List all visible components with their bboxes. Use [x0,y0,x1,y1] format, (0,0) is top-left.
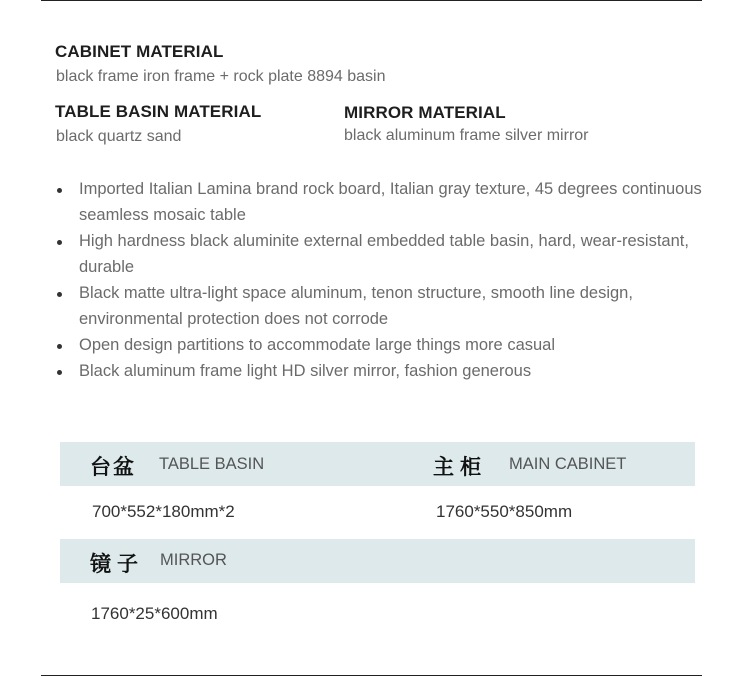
table-basin-material-title: TABLE BASIN MATERIAL [55,102,262,121]
main-cabinet-en-label: MAIN CABINET [509,455,627,473]
feature-text: High hardness black aluminite external embedded table basin, hard, wear-resistant, durable [79,232,689,276]
feature-item [55,280,705,332]
cabinet-material-title: CABINET MATERIAL [55,42,224,61]
bullet-icon [57,344,62,349]
feature-text: Imported Italian Lamina brand rock board, Italian gray texture, 45 degrees continuous seamless mosaic table [79,180,702,224]
table-basin-size: 700*552*180mm*2 [92,502,235,521]
bottom-divider [41,675,702,676]
mirror-material-title: MIRROR MATERIAL [344,103,506,122]
top-divider [41,0,702,1]
table-basin-material-value: black quartz sand [56,128,182,145]
dimension-band-mirror [60,539,695,583]
main-cabinet-size: 1760*550*850mm [436,502,573,521]
mirror-cn-label: 镜子 [90,552,144,576]
bullet-icon [57,370,62,375]
cabinet-material-value: black frame iron frame + rock plate 8894 basin [56,68,386,85]
mirror-en-label: MIRROR [160,551,227,569]
table-basin-cn-label: 台盆 [90,455,136,479]
mirror-size: 1760*25*600mm [91,604,218,623]
feature-text: Open design partitions to accommodate large things more casual [79,336,556,354]
bullet-icon [57,240,62,245]
feature-item [55,358,705,384]
feature-list [55,176,705,384]
mirror-material-value: black aluminum frame silver mirror [344,127,589,144]
bullet-icon [57,188,62,193]
feature-item [55,332,705,358]
feature-item [55,228,705,280]
bullet-icon [57,292,62,297]
feature-item [55,176,705,228]
table-basin-en-label: TABLE BASIN [159,455,265,473]
feature-text: Black matte ultra-light space aluminum, tenon structure, smooth line design, environmental protection does not corrode [79,284,633,328]
feature-text: Black aluminum frame light HD silver mirror, fashion generous [79,362,532,380]
main-cabinet-cn-label: 主柜 [433,455,487,479]
